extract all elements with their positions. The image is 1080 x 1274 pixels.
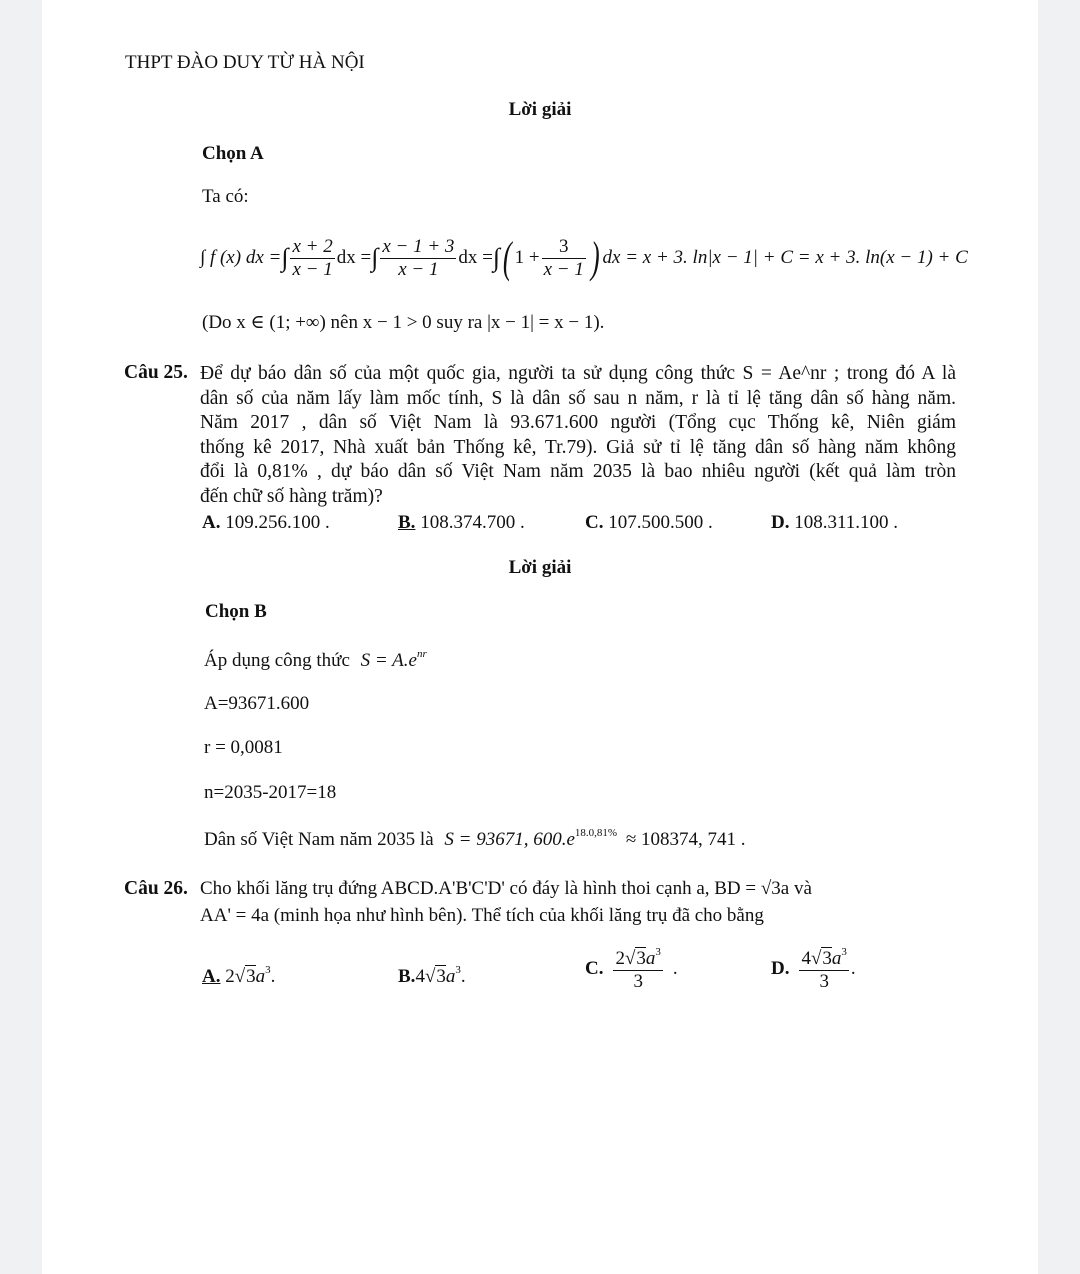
eq-lhs: ∫ f (x) dx = bbox=[200, 247, 282, 268]
school-header: THPT ĐÀO DUY TỪ HÀ NỘI bbox=[125, 52, 365, 73]
option-radicand: 3 bbox=[436, 966, 446, 987]
fraction-1-denominator: x − 1 bbox=[292, 258, 333, 280]
integral-sign-icon: ∫ bbox=[281, 243, 289, 272]
solution-title-q25: Lời giải bbox=[508, 557, 572, 578]
paren-inner: 1 + bbox=[514, 247, 540, 268]
formula-exponent: nr bbox=[416, 648, 427, 660]
sqrt-icon: √ bbox=[234, 966, 246, 987]
question-25-text bbox=[200, 362, 956, 510]
q25-option-d[interactable] bbox=[771, 512, 898, 534]
option-variable: a bbox=[445, 966, 456, 987]
option-coef: 4 bbox=[415, 966, 425, 987]
integral-sign-icon: ∫ bbox=[492, 243, 500, 272]
value-r: r = 0,0081 bbox=[204, 737, 283, 758]
result-value: ≈ 108374, 741 . bbox=[625, 829, 746, 850]
option-key: D. bbox=[771, 512, 790, 533]
option-fraction bbox=[613, 946, 662, 993]
option-value: 107.500.500 . bbox=[608, 512, 713, 533]
option-denominator: 3 bbox=[633, 970, 643, 992]
option-value: 108.374.700 . bbox=[420, 512, 525, 533]
chosen-answer-q24: Chọn A bbox=[202, 143, 264, 164]
option-value: 108.311.100 . bbox=[794, 512, 899, 533]
fraction-1 bbox=[290, 236, 334, 281]
option-key: A. bbox=[202, 512, 221, 533]
question-25-line: Để dự báo dân số của một quốc gia, người ta sử dụng công thức S = Ae^nr ; trong đó A là bbox=[200, 363, 956, 384]
eq-tail: dx = x + 3. ln|x − 1| + C = x + 3. ln(x − 1) + C bbox=[602, 247, 968, 268]
option-coef: 2 bbox=[225, 966, 235, 987]
question-25-label: Câu 25. bbox=[124, 362, 188, 383]
option-exponent: 3 bbox=[655, 946, 661, 958]
option-exponent: 3 bbox=[455, 964, 461, 976]
domain-note: (Do x ∈ (1; +∞) nên x − 1 > 0 suy ra |x − 1| = x − 1). bbox=[202, 312, 605, 333]
result-expression: S = 93671, 600.e bbox=[444, 829, 575, 850]
option-exponent: 3 bbox=[265, 964, 271, 976]
option-key: C. bbox=[585, 958, 604, 980]
option-key: C. bbox=[585, 512, 604, 533]
option-coef: 4 bbox=[801, 948, 811, 969]
sqrt-icon: √ bbox=[424, 966, 436, 987]
result-line bbox=[204, 827, 746, 851]
option-key: D. bbox=[771, 958, 790, 980]
fraction-2 bbox=[380, 236, 456, 281]
option-fraction bbox=[799, 946, 848, 993]
option-variable: a bbox=[255, 966, 266, 987]
option-exponent: 3 bbox=[841, 946, 847, 958]
option-denominator: 3 bbox=[819, 970, 829, 992]
option-key-correct: A. bbox=[202, 966, 221, 987]
fraction-3 bbox=[542, 236, 586, 281]
question-26-line-2: AA' = 4a (minh họa như hình bên). Thể tích của khối lăng trụ đã cho bằng bbox=[200, 905, 764, 926]
value-n: n=2035-2017=18 bbox=[204, 782, 337, 803]
option-key-correct: B. bbox=[398, 512, 416, 533]
option-coef: 2 bbox=[615, 948, 625, 969]
question-25-line: đổi là 0,81% , dự báo dân số Việt Nam năm 2035 là bao nhiêu người (kết quả làm tròn bbox=[200, 461, 956, 483]
left-paren-icon: ( bbox=[502, 233, 512, 282]
fraction-2-denominator: x − 1 bbox=[398, 258, 439, 280]
q26-option-a[interactable]: A. $2√3a^3$. bbox=[202, 964, 276, 987]
option-radicand: 3 bbox=[246, 966, 256, 987]
sqrt-icon: √ bbox=[810, 948, 822, 969]
question-25-line: đến chữ số hàng trăm)? bbox=[200, 485, 383, 507]
sqrt-icon: √ bbox=[624, 948, 636, 969]
intro-text-q24: Ta có: bbox=[202, 186, 249, 207]
right-paren-icon: ) bbox=[590, 233, 600, 282]
formula-label: Áp dụng công thức bbox=[204, 650, 350, 671]
question-25-line: Năm 2017 , dân số Việt Nam là 93.671.600 người (Tổng cục Thống kê, Niên giám bbox=[200, 412, 956, 434]
integral-equation bbox=[200, 228, 968, 288]
option-key: B. bbox=[398, 966, 416, 987]
option-variable: a bbox=[831, 948, 842, 969]
solution-title-q24: Lời giải bbox=[508, 99, 572, 120]
integral-sign-icon: ∫ bbox=[371, 243, 379, 272]
q25-option-c[interactable] bbox=[585, 512, 713, 534]
fraction-2-numerator: x − 1 + 3 bbox=[382, 235, 455, 257]
question-26-label: Câu 26. bbox=[124, 878, 188, 899]
result-exponent: 18.0,81% bbox=[574, 827, 618, 839]
formula-expression: S = A.e bbox=[360, 650, 417, 671]
question-25-line: dân số của năm lấy làm mốc tính, S là dân số sau n năm, r là tỉ lệ tăng dân số hàng năm. bbox=[200, 387, 956, 409]
option-value: 109.256.100 . bbox=[225, 512, 330, 533]
question-25-line: thống kê 2017, Nhà xuất bản Thống kê, Tr.79). Giả sử tỉ lệ tăng dân số hàng năm không bbox=[200, 436, 956, 458]
chosen-answer-q25: Chọn B bbox=[205, 601, 267, 622]
question-26-line-1: Cho khối lăng trụ đứng ABCD.A'B'C'D' có đáy là hình thoi cạnh a, BD = √3a và bbox=[200, 878, 812, 899]
document-page bbox=[42, 0, 1038, 1274]
value-a: A=93671.600 bbox=[204, 693, 310, 714]
option-radicand: 3 bbox=[822, 948, 832, 969]
q25-option-a[interactable] bbox=[202, 512, 330, 534]
q26-option-c[interactable]: C. $\frac{2√3a^3}{3}$ . bbox=[585, 946, 678, 992]
option-variable: a bbox=[645, 948, 656, 969]
q25-option-b[interactable] bbox=[398, 512, 525, 534]
q26-option-d[interactable]: D. $\frac{4√3a^3}{3}$ . bbox=[771, 946, 856, 992]
fraction-1-numerator: x + 2 bbox=[292, 235, 333, 257]
result-label: Dân số Việt Nam năm 2035 là bbox=[204, 829, 434, 850]
fraction-3-numerator: 3 bbox=[542, 236, 586, 259]
q26-option-b[interactable]: $B.4√3a^3$. bbox=[398, 964, 466, 987]
option-radicand: 3 bbox=[636, 948, 646, 969]
eq-mid-1: dx = bbox=[336, 247, 372, 268]
eq-mid-2: dx = bbox=[458, 247, 493, 268]
formula-line bbox=[204, 648, 427, 672]
fraction-3-denominator: x − 1 bbox=[543, 258, 584, 280]
